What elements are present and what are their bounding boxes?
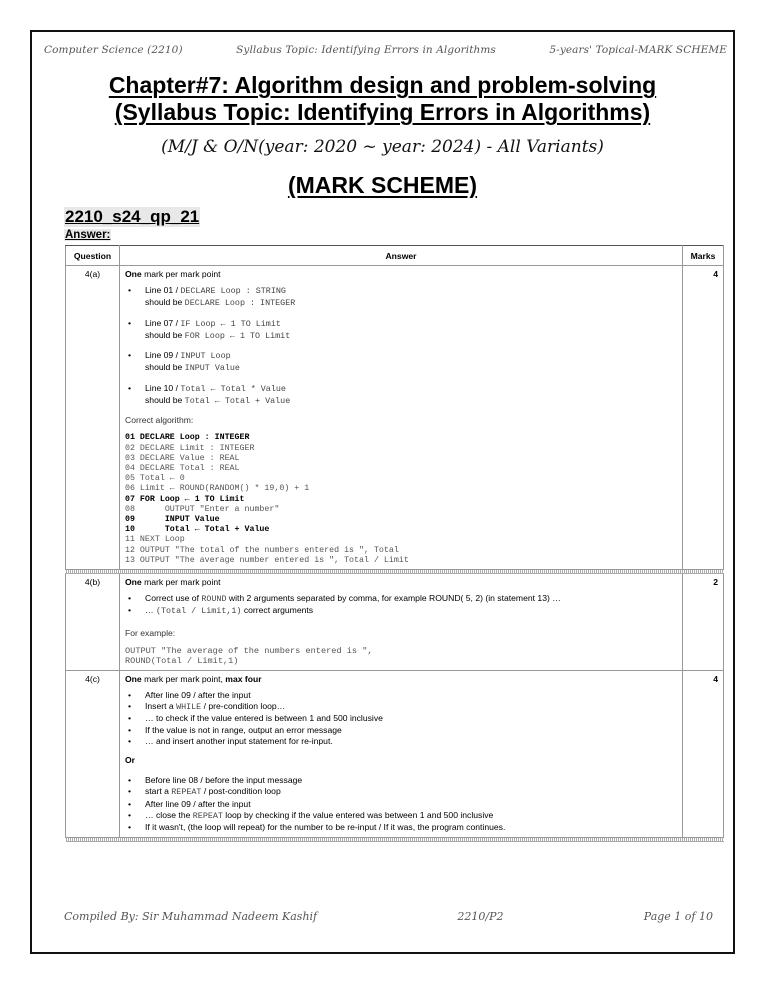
correct-algorithm-code: 01 DECLARE Loop : INTEGER 02 DECLARE Limit : INTEGER 03 DECLARE Value : REAL 04 DECLARE Total : REAL 05 Total ← 0 06 Limit ← ROUND(RANDOM() * 19,0) + 1 07 FOR Loop ← 1 TO Limit 08 OUTPUT "Enter a number" 09 INPUT Value 10 Total ← Total + Value 11 NEXT Loop 12 OUTPUT "The total of the numbers entered is ", Total 13 OUTPUT "The average number entered is ", Total / Limit	[125, 433, 409, 565]
question-number: 4(a)	[66, 266, 120, 570]
list-item: • Before line 08 / before the input message	[125, 775, 677, 786]
question-number: 4(c)	[66, 670, 120, 837]
header-subject: Computer Science (2210)	[44, 44, 183, 56]
answer-cell	[120, 670, 683, 837]
mark-scheme-table	[65, 245, 724, 842]
table-row-4a	[66, 266, 724, 570]
footer-page-number: Page 1 of 10	[643, 910, 713, 923]
answer-cell	[120, 266, 683, 570]
running-header	[44, 44, 727, 56]
chapter-title-line1: Chapter#7: Algorithm design and problem-solving	[108, 72, 657, 98]
marks-value: 4	[683, 266, 724, 570]
list-item: • After line 09 / after the input	[125, 690, 677, 701]
chapter-title-line2: (Syllabus Topic: Identifying Errors in Algorithms)	[114, 99, 651, 125]
list-item: • … and insert another input statement for re-input.	[125, 736, 677, 747]
list-item: • Line 01 / DECLARE Loop : STRING should be DECLARE Loop : INTEGER	[125, 285, 677, 310]
chapter-title	[32, 72, 733, 126]
header-topic: Syllabus Topic: Identifying Errors in Algorithms	[236, 44, 496, 56]
list-item: • Line 09 / INPUT Loop should be INPUT Value	[125, 350, 677, 375]
table-header-row	[66, 246, 724, 266]
answer-lead: One mark per mark point	[125, 577, 221, 588]
error-points-list	[125, 285, 677, 407]
list-item: • Line 10 / Total ← Total * Value should be Total ← Total + Value	[125, 383, 677, 408]
example-label: For example:	[125, 627, 176, 638]
answer-label: Answer:	[65, 229, 111, 241]
list-item: • If the value is not in range, output an error message	[125, 725, 677, 736]
col-header-marks: Marks	[683, 246, 724, 266]
example-code: OUTPUT "The average of the numbers entered is ", ROUND(Total / Limit,1)	[125, 645, 373, 667]
list-item: • Line 07 / IF Loop ← 1 TO Limit should be FOR Loop ← 1 TO Limit	[125, 318, 677, 343]
header-series: 5-years' Topical-MARK SCHEME	[549, 44, 727, 56]
paper-code: 2210_s24_qp_21	[65, 207, 200, 226]
while-loop-points-list	[125, 690, 677, 747]
answer-cell	[120, 574, 683, 671]
mark-scheme-title: (MARK SCHEME)	[287, 172, 478, 198]
list-item: • start a REPEAT / post-condition loop	[125, 786, 677, 798]
list-item: • Insert a WHILE / pre-condition loop…	[125, 701, 677, 713]
list-item: • … (Total / Limit,1) correct arguments	[125, 605, 677, 617]
footer-compiler: Compiled By: Sir Muhammad Nadeem Kashif	[64, 910, 318, 923]
question-number: 4(b)	[66, 574, 120, 671]
list-item: • … to check if the value entered is between 1 and 500 inclusive	[125, 713, 677, 724]
col-header-question: Question	[66, 246, 120, 266]
col-header-answer: Answer	[120, 246, 683, 266]
marks-value: 2	[683, 574, 724, 671]
list-item: • Correct use of ROUND with 2 arguments separated by comma, for example ROUND( 5, 2) (in statement 13) …	[125, 593, 677, 605]
repeat-loop-points-list	[125, 775, 677, 833]
marks-value: 4	[683, 670, 724, 837]
or-separator: Or	[125, 755, 136, 766]
list-item: • After line 09 / after the input	[125, 799, 677, 810]
page-break-divider	[66, 837, 724, 841]
running-footer	[64, 910, 713, 923]
table-row-4b	[66, 574, 724, 671]
list-item: • … close the REPEAT loop by checking if the value entered was between 1 and 500 inclusive	[125, 810, 677, 822]
list-item: • If it wasn't, (the loop will repeat) for the number to be re-input / If it was, the program continues.	[125, 822, 677, 833]
answer-lead: One mark per mark point, max four	[125, 673, 262, 684]
page-frame	[30, 30, 735, 954]
footer-paper: 2210/P2	[457, 910, 504, 923]
table-row-4c	[66, 670, 724, 837]
round-points-list	[125, 593, 677, 618]
years-subtitle: (M/J & O/N(year: 2020 ~ year: 2024) - All Variants)	[161, 137, 604, 157]
answer-lead: One mark per mark point	[125, 269, 221, 279]
correct-algorithm-label: Correct algorithm:	[125, 415, 194, 426]
